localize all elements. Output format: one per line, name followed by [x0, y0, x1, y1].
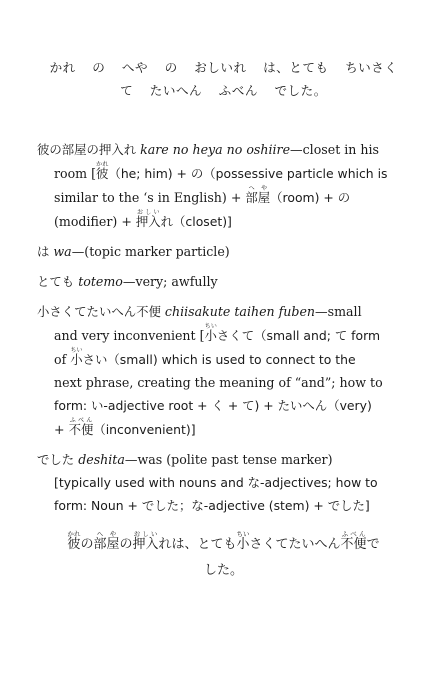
entry-line	[37, 471, 397, 494]
sentence-text: の	[119, 537, 133, 552]
entry-text: (modifier) +	[54, 214, 136, 229]
entry-line	[37, 270, 397, 293]
entry-line	[37, 185, 397, 209]
sentence-text: で	[366, 537, 380, 552]
entry-japanese: 彼の部屋の押入れ	[37, 142, 137, 157]
sentence-text: の	[80, 537, 94, 552]
entry-line	[37, 161, 397, 185]
entry-text: and very inconvenient [	[54, 328, 205, 343]
kana-word: かれ	[49, 60, 76, 75]
furigana-word: 部屋へや	[93, 530, 120, 552]
entry-text: next phrase, creating the meaning of “and”; how to	[54, 375, 383, 390]
entry-text: （he; him) + の（possessive particle which is	[108, 166, 388, 181]
furigana-word: 彼かれ	[96, 161, 109, 181]
entry-romaji: chiisakute taihen fuben	[164, 304, 316, 319]
entry-line	[37, 448, 397, 471]
entry-line	[37, 300, 397, 323]
entry-romaji: deshita	[78, 452, 125, 467]
entry-japanese: でした	[37, 452, 75, 467]
kana-word: は、とても	[263, 60, 329, 75]
furigana-word: 部屋へや	[245, 185, 271, 205]
entry-line	[37, 323, 397, 347]
entry-line	[37, 138, 397, 161]
kana-title-line-1	[20, 56, 427, 79]
entry-definition: —closet in his	[290, 142, 380, 157]
entry-text: [typically used with nouns and な-adjectives; how to	[54, 475, 378, 490]
vocab-entry-oshiire	[37, 138, 397, 233]
final-sentence	[20, 530, 427, 584]
entry-line	[37, 494, 397, 517]
entry-text: +	[54, 422, 69, 437]
entry-line	[37, 240, 397, 263]
vocab-entry-chiisakute	[37, 300, 397, 441]
vocab-entry-totemo	[37, 270, 397, 293]
furigana-word: 押入おしい	[132, 530, 159, 552]
kana-word: ちいさく	[345, 60, 398, 75]
furigana-word: 不便ふべん	[68, 417, 94, 437]
furigana-word: 不便ふべん	[340, 530, 367, 552]
kana-word: へや	[121, 60, 149, 75]
entry-japanese: とても	[37, 274, 75, 289]
entry-definition: —was (polite past tense marker)	[124, 452, 333, 467]
entry-japanese: は	[37, 244, 50, 259]
kana-word: おしいれ	[194, 60, 247, 75]
entry-text: さい（small) which is used to connect to the	[82, 352, 356, 367]
furigana-word: 小ちい	[70, 347, 83, 367]
final-sentence-line-2: した。	[203, 563, 243, 578]
entry-line	[37, 347, 397, 371]
furigana-word: 彼かれ	[67, 530, 81, 552]
entry-line	[37, 209, 397, 233]
entry-definition: —small	[315, 304, 362, 319]
sentence-text: れは、とても	[158, 537, 237, 552]
kana-word: でした。	[274, 83, 327, 98]
vocab-entry-wa	[37, 240, 397, 263]
entry-text: form: い-adjective root + く + て) + たいへん（very)	[54, 398, 372, 413]
vocabulary-list	[37, 138, 397, 524]
furigana-word: 押入おしい	[135, 209, 161, 229]
entry-line	[37, 394, 397, 417]
kana-word: たいへん	[149, 83, 203, 98]
entry-romaji: totemo	[78, 274, 123, 289]
entry-text: れ（closet)]	[160, 214, 232, 229]
kana-title	[20, 56, 427, 102]
entry-text: （inconvenient)]	[93, 422, 196, 437]
kana-title-line-2	[20, 79, 427, 102]
kana-word: て	[120, 83, 134, 98]
sentence-text: さくてたいへん	[249, 537, 341, 552]
entry-definition: —very; awfully	[122, 274, 218, 289]
kana-word: ふべん	[218, 83, 258, 98]
entry-text: form: Noun + でした；な-adjective (stem) + でした]	[54, 498, 370, 513]
entry-text: of	[54, 352, 71, 367]
entry-definition: —(topic marker particle)	[71, 244, 230, 259]
entry-japanese: 小さくてたいへん不便	[37, 304, 161, 319]
entry-romaji: wa	[53, 244, 72, 259]
entry-text: （room) + の	[270, 190, 351, 205]
kana-word: の	[92, 60, 106, 75]
entry-line	[37, 417, 397, 441]
entry-line	[37, 371, 397, 394]
final-sentence-line-1	[20, 530, 427, 558]
vocab-entry-deshita	[37, 448, 397, 517]
entry-text: さくて（small and; て form	[216, 328, 381, 343]
furigana-word: 小ちい	[204, 323, 217, 343]
entry-romaji: kare no heya no oshiire	[140, 142, 291, 157]
furigana-word: 小ちい	[236, 530, 250, 552]
entry-text: room [	[54, 166, 97, 181]
kana-word: の	[164, 60, 178, 75]
entry-text: similar to the ‘s in English) +	[54, 190, 246, 205]
